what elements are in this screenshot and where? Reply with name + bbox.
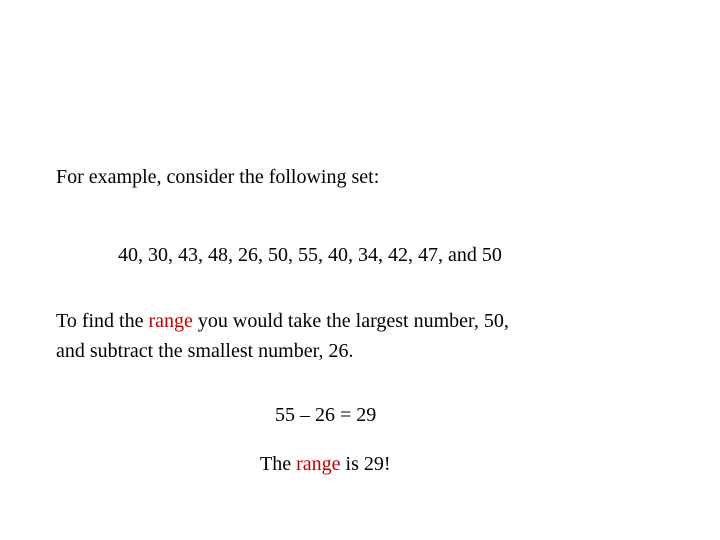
result-suffix: is 29! [340,453,391,475]
explanation-line-1 [56,308,509,334]
explanation-suffix: you would take the largest number, 50, [192,310,509,332]
explanation-line-2: and subtract the smallest number, 26. [56,340,354,362]
result-prefix: The [260,453,297,475]
data-set: 40, 30, 43, 48, 26, 50, 55, 40, 34, 42, 47, and 50 [118,244,502,266]
result-text [260,451,391,477]
intro-text: For example, consider the following set: [56,166,380,188]
calculation: 55 – 26 = 29 [275,404,377,426]
range-term: range [148,310,193,332]
explanation-prefix: To find the [56,310,149,332]
range-term-result: range [296,453,341,475]
